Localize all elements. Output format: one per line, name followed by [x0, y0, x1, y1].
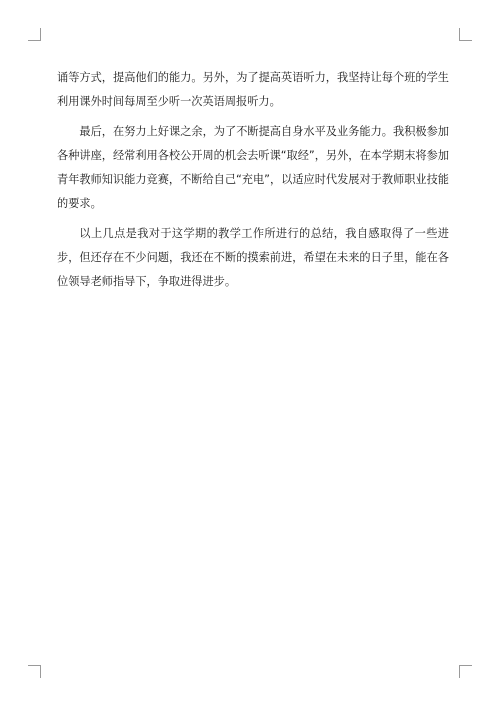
crop-mark-bottom-right — [459, 665, 472, 678]
document-body — [57, 66, 449, 300]
paragraph-2: 最后，在努力上好课之余，为了不断提高自身水平及业务能力。我积极参加各种讲座，经常利用各校公开周的机会去听课“取经”，另外，在本学期末将参加青年教师知识能力竞赛，不断给自己“充电”，以适应时代发展对于教师职业技能的要求。 — [57, 125, 449, 210]
crop-mark-top-left — [28, 28, 41, 41]
paragraph-1: 诵等方式，提高他们的能力。另外，为了提高英语听力，我坚持让每个班的学生利用课外时间每周至少听一次英语周报听力。 — [57, 71, 449, 108]
crop-mark-bottom-left — [28, 665, 41, 678]
crop-mark-top-right — [459, 28, 472, 41]
paragraph-3: 以上几点是我对于这学期的教学工作所进行的总结，我自感取得了一些进步，但还存在不少问题，我还在不断的摸索前进，希望在未来的日子里，能在各位领导老师指导下，争取进得进步。 — [57, 227, 449, 288]
